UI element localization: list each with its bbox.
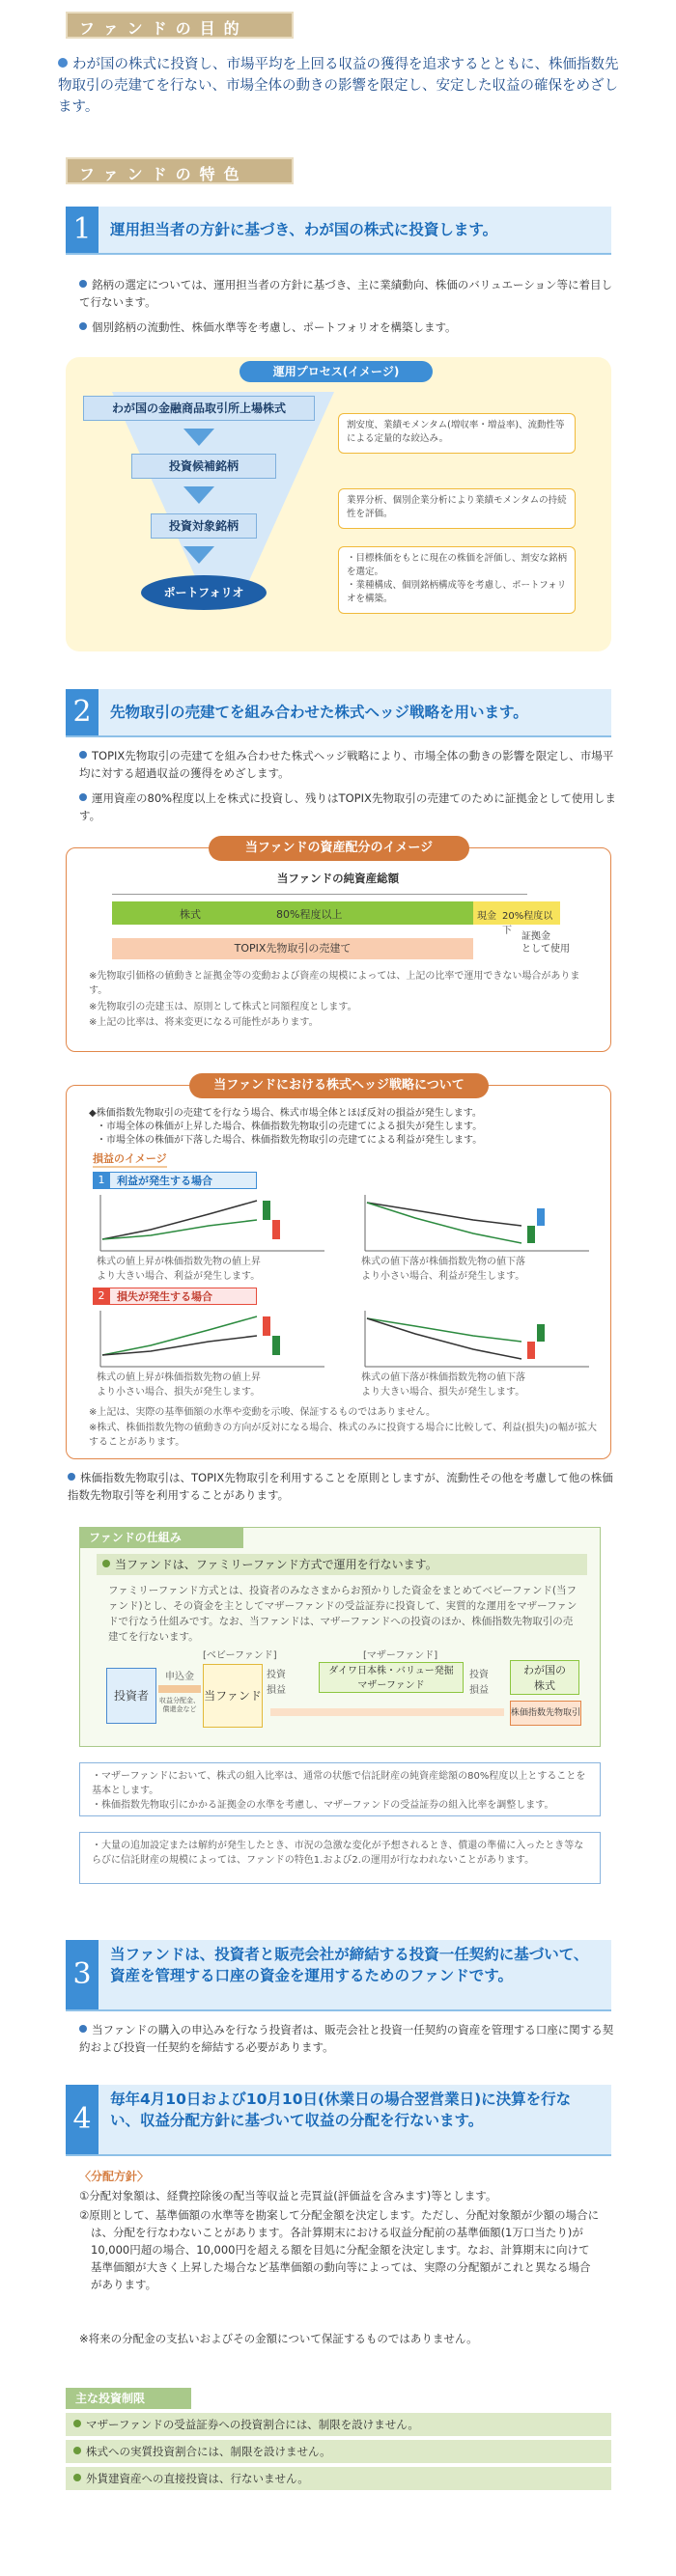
futures-box: 株価指数先物取引 (510, 1701, 581, 1726)
feature2-title: 先物取引の売建てを組み合わせた株式ヘッジ戦略を用います。 (110, 704, 528, 721)
policy-item-2: ②原則として、基準価額の水準等を勘案して分配金額を決定します。ただし、分配対象額が少額の場合には、分配を行なわないことがあります。各計算期末における収益分配前の基準価額(1万口当たり)が10,000円超の場合、10,000円を超える額を目処に分配金額を決定します。なお、計算期末に向けて基準価額が大きく上昇した場合など基準価額の動向等によっては、実際の分配額がこれと異なる場合があります。 (79, 2208, 600, 2291)
feature3-heading (66, 1940, 611, 2011)
limit-item-3 (66, 2467, 611, 2490)
policy-item-1: ①分配対象額は、経費控除後の配当等収益と売買益(評価益を含みます)等とします。 (79, 2189, 497, 2202)
allocation-note-3: ※上記の比率は、将来変更になる可能性があります。 (89, 1017, 319, 1028)
baby-fund-label: [ベビーファンド] (203, 1650, 277, 1661)
scheme-notes-2 (79, 1832, 601, 1884)
limit-item-2 (66, 2440, 611, 2463)
feature1-bullet-2-text: 個別銘柄の流動性、株価水準等を考慮し、ポートフォリオを構築します。 (92, 320, 457, 334)
mother-fund-label: [マザーファンド] (363, 1650, 438, 1661)
limit-item-1 (66, 2413, 611, 2436)
case2-number: 2 (93, 1288, 110, 1305)
purpose-text (58, 54, 628, 118)
feature2-after-text (68, 1469, 618, 1504)
hedge-note-2: ※株式、株価指数先物の値動きの方向が反対になる場合、株式のみに投資する場合に比較して、利益(損失)の幅が拡大することがあります。 (89, 1423, 597, 1448)
stock-label: 株式 (180, 908, 201, 921)
feature3-title: 当ファンドは、投資者と販売会社が締結する投資一任契約に基づいて、資産を管理する口座の資金を運用するためのファンドです。 (110, 1946, 589, 1984)
feature1-heading (66, 207, 611, 255)
down-arrow-icon (183, 429, 214, 446)
investor-box: 投資者 (106, 1668, 156, 1724)
hedge-image-label: 損益のイメージ (93, 1150, 167, 1168)
flow-in-label: 申込金 (165, 1672, 194, 1682)
bullet-icon (79, 322, 87, 330)
feature2-number: 2 (66, 689, 99, 735)
scheme-desc: ファミリーファンド方式とは、投資者のみなさまからお預かりした資金をまとめてベビーファンド(当ファンド)とし、その資金を主としてマザーファンドの受益証券に投資して、実質的な運用をマザーファンドで行なう仕組みです。なお、当ファンドは、マザーファンドへの投資のほか、株価指数先物取引の売建てを行ないます。 (108, 1585, 577, 1643)
cash-label: 現金 (477, 911, 496, 922)
feature3-bullet-text: 当ファンドの購入の申込みを行なう投資者は、販売会社と投資一任契約の資産を管理する口座に関する契約および投資一任契約を締結する必要があります。 (79, 2023, 614, 2054)
futures-flow-bar (270, 1708, 504, 1716)
stage-listed-stocks: わが国の金融商品取引所上場株式 (83, 396, 315, 421)
feature1-number: 1 (66, 207, 99, 253)
allocation-note-2: ※先物取引の売建玉は、原則として株式と同額程度とします。 (89, 1002, 357, 1012)
stage-candidates: 投資候補銘柄 (131, 454, 276, 479)
profit-label-2: 損益 (469, 1685, 489, 1696)
feature1-bullet-1-text: 銘柄の選定については、運用担当者の方針に基づき、主に業績動向、株価のバリュエーション等に着目して行ないます。 (79, 278, 612, 309)
profit-label-1: 損益 (267, 1685, 286, 1696)
feature4-title: 毎年4月10日および10月10日(休業日の場合翌営業日)に決算を行ない、収益分配方針に基づいて収益の分配を行ないます。 (110, 2091, 572, 2129)
feature3-number: 3 (66, 1940, 99, 2009)
bullet-icon (79, 751, 87, 759)
allocation-subtitle: 当ファンドの純資産総額 (276, 872, 400, 885)
purpose-header (66, 12, 294, 39)
feature2-bullet-2-text: 運用資産の80%程度以上を株式に投資し、残りはTOPIX先物取引の売建てのために証拠金として使用します。 (79, 791, 616, 822)
hedge-title: 当ファンドにおける株式ヘッジ戦略について (189, 1073, 489, 1098)
feature2-after-body: 株価指数先物取引は、TOPIX先物取引を利用することを原則としますが、流動性その他を考慮して他の株価指数先物取引等を利用することがあります。 (68, 1471, 613, 1502)
limit-item-2-text: 株式への実質投資割合には、制限を設けません。 (86, 2445, 331, 2458)
limit-item-3-text: 外貨建資産への直接投資は、行ないません。 (86, 2472, 309, 2485)
flow-out-label: 収益分配金、償還金など (159, 1697, 200, 1713)
cash-pct: 20%程度以下 (502, 911, 553, 936)
process-note-2: 業界分析、個別企業分析により業績モメンタムの持続性を評価。 (338, 488, 576, 529)
bullet-icon (79, 280, 87, 288)
features-header-label: ファンドの特色 (79, 165, 248, 183)
fund-box: 当ファンド (203, 1664, 263, 1728)
scheme-lead-text: 当ファンドは、ファミリーファンド方式で運用を行ないます。 (115, 1558, 437, 1571)
process-diagram (66, 357, 611, 651)
case2-label: 損失が発生する場合 (93, 1288, 257, 1305)
hedge-intro-1: ◆株価指数先物取引の売建てを行なう場合、株式市場全体とほぼ反対の損益が発生します。 (89, 1108, 482, 1119)
feature2-bullet-2 (79, 789, 620, 824)
process-note-1: 割安度、業績モメンタム(増収率・増益率)、流動性等による定量的な絞込み。 (338, 413, 576, 454)
case1-left-caption: 株式の値上昇が株価指数先物の値上昇 より大きい場合、利益が発生します。 (97, 1257, 261, 1282)
feature1-title: 運用担当者の方針に基づき、わが国の株式に投資します。 (110, 221, 498, 238)
feature2-bullet-1 (79, 747, 620, 782)
allocation-cash-bar (473, 901, 560, 936)
feature3-bullet (79, 2021, 620, 2056)
japan-stock-box: わが国の 株式 (510, 1660, 579, 1695)
stage-portfolio: ポートフォリオ (141, 575, 267, 610)
hedge-intro-3: ・市場全体の株価が下落した場合、株価指数先物取引の売建てによる利益が発生します。 (97, 1135, 483, 1146)
bullet-icon (73, 2474, 81, 2481)
case1-right-caption: 株式の値下落が株価指数先物の値下落 より小さい場合、利益が発生します。 (361, 1257, 525, 1282)
stock-pct: 80%程度以上 (276, 908, 343, 921)
features-header (66, 157, 294, 184)
bullet-icon (73, 2420, 81, 2427)
purpose-header-label: ファンドの目的 (79, 19, 248, 38)
bullet-icon (73, 2447, 81, 2454)
scheme-lead (97, 1554, 587, 1575)
hedge-intro-2: ・市場全体の株価が上昇した場合、株価指数先物取引の売建てによる損失が発生します。 (97, 1122, 483, 1132)
feature4-heading (66, 2085, 611, 2156)
bullet-icon (79, 2025, 87, 2033)
allocation-stock-bar (112, 901, 473, 925)
flow-arrow (158, 1685, 201, 1693)
down-arrow-icon (183, 486, 214, 504)
hedge-note-1: ※上記は、実際の基準価額の水準や変動を示唆、保証するものではありません。 (89, 1407, 436, 1418)
case1-right-chart (357, 1191, 599, 1255)
case2-left-caption: 株式の値上昇が株価指数先物の値上昇 より小さい場合、損失が発生します。 (97, 1372, 261, 1398)
bullet-icon (68, 1473, 75, 1481)
process-note-3: ・目標株価をもとに現在の株価を評価し、割安な銘柄を選定。 ・業種構成、個別銘柄構成等を考慮し、ポートフォリオを構築。 (338, 546, 576, 614)
allocation-note-1: ※先物取引価格の値動きと証拠金等の変動および資産の規模によっては、上記の比率で運用できない場合があります。 (89, 971, 580, 996)
case2-left-chart (93, 1307, 334, 1371)
feature2-heading (66, 689, 611, 737)
invest-label-2: 投資 (469, 1670, 489, 1680)
case1-label: 利益が発生する場合 (93, 1172, 257, 1189)
purpose-text-body: わが国の株式に投資し、市場平均を上回る収益の獲得を追求するとともに、株価指数先物取引の売建てを行ない、市場全体の動きの影響を限定し、安定した収益の確保をめざします。 (58, 57, 619, 115)
bullet-icon (79, 793, 87, 801)
feature1-bullet-1 (79, 276, 620, 311)
allocation-bracket (112, 894, 527, 896)
case1-left-chart (93, 1191, 334, 1255)
scheme-notes-1 (79, 1762, 601, 1816)
allocation-title: 当ファンドの資産配分のイメージ (209, 836, 469, 861)
scheme-title: ファンドの仕組み (79, 1527, 243, 1548)
policy-note: ※将来の分配金の支払いおよびその金額について保証するものではありません。 (79, 2332, 478, 2345)
feature4-number: 4 (66, 2085, 99, 2154)
mother-fund-box: ダイワ日本株・バリュー発掘 マザーファンド (319, 1662, 464, 1693)
case2-right-caption: 株式の値下落が株価指数先物の値下落 より大きい場合、損失が発生します。 (361, 1372, 525, 1398)
process-title: 運用プロセス(イメージ) (239, 361, 433, 382)
case2-right-chart (357, 1307, 599, 1371)
feature1-bullet-2 (79, 319, 620, 336)
scheme-note-1a: ・マザーファンドにおいて、株式の組入比率は、通常の状態で信託財産の純資産総額の80%程度以上とすることを基本とします。 (92, 1771, 586, 1796)
limits-title: 主な投資制限 (66, 2388, 191, 2409)
limit-item-1-text: マザーファンドの受益証券への投資割合には、制限を設けません。 (86, 2418, 419, 2431)
down-arrow-icon (183, 546, 214, 564)
bullet-icon (58, 58, 68, 68)
futures-bar: TOPIX先物取引の売建て (112, 938, 473, 959)
feature2-bullet-1-text: TOPIX先物取引の売建てを組み合わせた株式ヘッジ戦略により、市場全体の動きの影響を限定し、市場平均に対する超過収益の獲得をめざします。 (79, 749, 614, 780)
scheme-note-2: ・大量の追加設定または解約が発生したとき、市況の急激な変化が予想されるとき、償還の準備に入ったとき等ならびに信託財産の規模によっては、ファンドの特色1.および2.の運用が行なわれないことがあります。 (92, 1841, 584, 1866)
bullet-icon (102, 1560, 110, 1567)
policy-label: 〈分配方針〉 (79, 2170, 150, 2183)
scheme-note-1b: ・株価指数先物取引にかかる証拠金の水準を考慮し、マザーファンドの受益証券の組入比率を調整します。 (92, 1800, 554, 1811)
invest-label-1: 投資 (267, 1670, 286, 1680)
stage-targets: 投資対象銘柄 (151, 513, 257, 539)
case1-number: 1 (93, 1172, 110, 1189)
margin-label: 証拠金 として使用 (521, 931, 570, 955)
